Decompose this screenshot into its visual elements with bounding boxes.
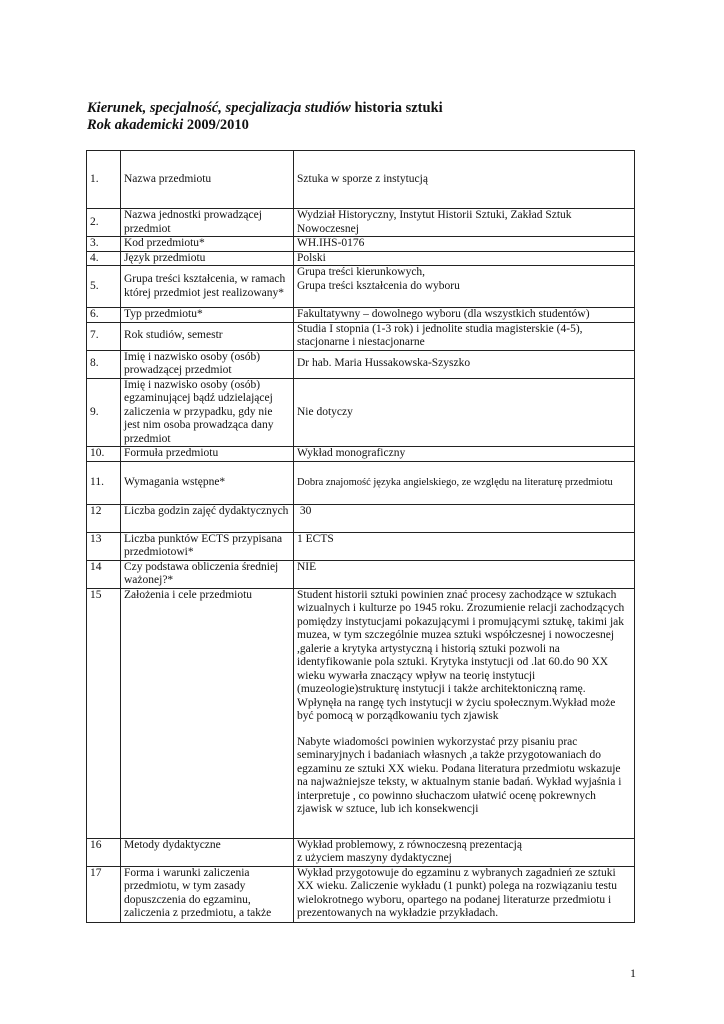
table-row <box>87 461 635 504</box>
row-label: Typ przedmiotu* <box>121 308 294 323</box>
table-row <box>87 532 635 560</box>
row-value: Dr hab. Maria Hussakowska-Szyszko <box>294 350 635 378</box>
row-label: Nazwa przedmiotu <box>121 151 294 209</box>
row-label: Kod przedmiotu* <box>121 237 294 252</box>
row-label: Założenia i cele przedmiotu <box>121 588 294 838</box>
page-number: 1 <box>630 966 636 980</box>
row-label: Liczba punktów ECTS przypisana przedmiotowi* <box>121 532 294 560</box>
table-row <box>87 838 635 866</box>
row-number: 11. <box>87 461 121 504</box>
table-row <box>87 266 635 308</box>
row-value: Wykład problemowy, z równoczesną prezentacją z użyciem maszyny dydaktycznej <box>294 838 635 866</box>
row-number: 10. <box>87 447 121 462</box>
row-value: Studia I stopnia (1-3 rok) i jednolite studia magisterskie (4-5), stacjonarne i niestacjonarne <box>294 322 635 350</box>
row-number: 17 <box>87 866 121 922</box>
table-row <box>87 151 635 209</box>
table-row <box>87 866 635 922</box>
row-number: 16 <box>87 838 121 866</box>
row-number: 9. <box>87 378 121 447</box>
table-row <box>87 251 635 266</box>
row-number: 1. <box>87 151 121 209</box>
row-value: Grupa treści kierunkowych, Grupa treści kształcenia do wyboru <box>294 266 635 308</box>
row-number: 14 <box>87 560 121 588</box>
row-value: Dobra znajomość języka angielskiego, ze względu na literaturę przedmiotu <box>294 461 635 504</box>
document-heading <box>87 100 443 134</box>
row-value: Wydział Historyczny, Instytut Historii Sztuki, Zakład Sztuk Nowoczesnej <box>294 209 635 237</box>
row-value: Wykład monograficzny <box>294 447 635 462</box>
row-number: 13 <box>87 532 121 560</box>
table-row <box>87 308 635 323</box>
row-label: Czy podstawa obliczenia średniej ważonej?* <box>121 560 294 588</box>
row-number: 8. <box>87 350 121 378</box>
row-label: Liczba godzin zajęć dydaktycznych <box>121 504 294 532</box>
field-of-study-value: historia sztuki <box>354 100 443 116</box>
row-number: 7. <box>87 322 121 350</box>
row-number: 4. <box>87 251 121 266</box>
row-value: Nie dotyczy <box>294 378 635 447</box>
row-value: WH.IHS-0176 <box>294 237 635 252</box>
course-description-table <box>86 150 635 923</box>
academic-year-label: Rok akademicki <box>87 117 184 133</box>
row-label: Metody dydaktyczne <box>121 838 294 866</box>
row-label: Język przedmiotu <box>121 251 294 266</box>
row-value: 30 <box>294 504 635 532</box>
table-row <box>87 209 635 237</box>
row-number: 2. <box>87 209 121 237</box>
row-number: 12 <box>87 504 121 532</box>
row-value: NIE <box>294 560 635 588</box>
row-number: 5. <box>87 266 121 308</box>
row-value <box>294 588 635 838</box>
table-row <box>87 350 635 378</box>
field-of-study-label: Kierunek, specjalność, specjalizacja studiów <box>87 100 351 116</box>
row-label: Formuła przedmiotu <box>121 447 294 462</box>
row-label: Nazwa jednostki prowadzącej przedmiot <box>121 209 294 237</box>
row-label: Imię i nazwisko osoby (osób) prowadzącej przedmiot <box>121 350 294 378</box>
table-row <box>87 322 635 350</box>
table-row <box>87 378 635 447</box>
table-row <box>87 560 635 588</box>
objectives-paragraph-1: Student historii sztuki powinien znać procesy zachodzące w sztukach wizualnych i kulturze po 1945 roku. Zrozumienie relacji zachodzących pomiędzy instytucjami pokazującymi i promującymi sztukę, takimi jak muzea, w tym szczególnie muzea sztuki współczesnej i nowoczesnej ,galerie a krytyka artystyczną i historią sztuki pozwoli na identyfikowanie pola sztuki. Krytyka instytucji od .lat 60.do 90 XX wieku wywarła znaczący wpływ na teorię instytucji (muzeologie)strukturę instytucji i także architektoniczną ramę. Wpłynęła na rangę tych instytucji w życiu społecznym.Wykład może być pomocą w porządkowaniu tych zjawisk <box>297 588 625 722</box>
heading-line-1 <box>87 100 443 117</box>
table-row <box>87 504 635 532</box>
row-label: Wymagania wstępne* <box>121 461 294 504</box>
table-row <box>87 447 635 462</box>
row-value: Polski <box>294 251 635 266</box>
row-value: Wykład przygotowuje do egzaminu z wybranych zagadnień ze sztuki XX wieku. Zaliczenie wykładu (1 punkt) polega na rozwiązaniu testu wielokrotnego wyboru, opartego na podanej literaturze przedmiotu i prezentowanych na wykładzie przykładach. <box>294 866 635 922</box>
row-label: Forma i warunki zaliczenia przedmiotu, w tym zasady dopuszczenia do egzaminu, zaliczenia z przedmiotu, a także <box>121 866 294 922</box>
table-row <box>87 588 635 838</box>
row-value: Fakultatywny – dowolnego wyboru (dla wszystkich studentów) <box>294 308 635 323</box>
objectives-paragraph-2: Nabyte wiadomości powinien wykorzystać przy pisaniu prac seminaryjnych i badaniach własnych ,a także przygotowaniach do egzaminu ze sztuki XX wieku. Podana literatura przedmiotu wskazuje na najważniejsze teksty, w aktualnym stanie badań. Wykład wyjaśnia i interpretuje , co powinno słuchaczom ułatwić ocenę pokrewnych zjawisk w sztuce, lub ich konsekwencji <box>297 735 622 815</box>
heading-line-2 <box>87 117 443 134</box>
table-row <box>87 237 635 252</box>
row-label: Grupa treści kształcenia, w ramach której przedmiot jest realizowany* <box>121 266 294 308</box>
row-value: 1 ECTS <box>294 532 635 560</box>
row-value: Sztuka w sporze z instytucją <box>294 151 635 209</box>
academic-year-value: 2009/2010 <box>186 117 249 133</box>
row-label: Rok studiów, semestr <box>121 322 294 350</box>
row-label: Imię i nazwisko osoby (osób) egzaminującej bądź udzielającej zaliczenia w przypadku, gdy nie jest nim osoba prowadząca dany przedmiot <box>121 378 294 447</box>
row-number: 6. <box>87 308 121 323</box>
row-number: 3. <box>87 237 121 252</box>
row-number: 15 <box>87 588 121 838</box>
